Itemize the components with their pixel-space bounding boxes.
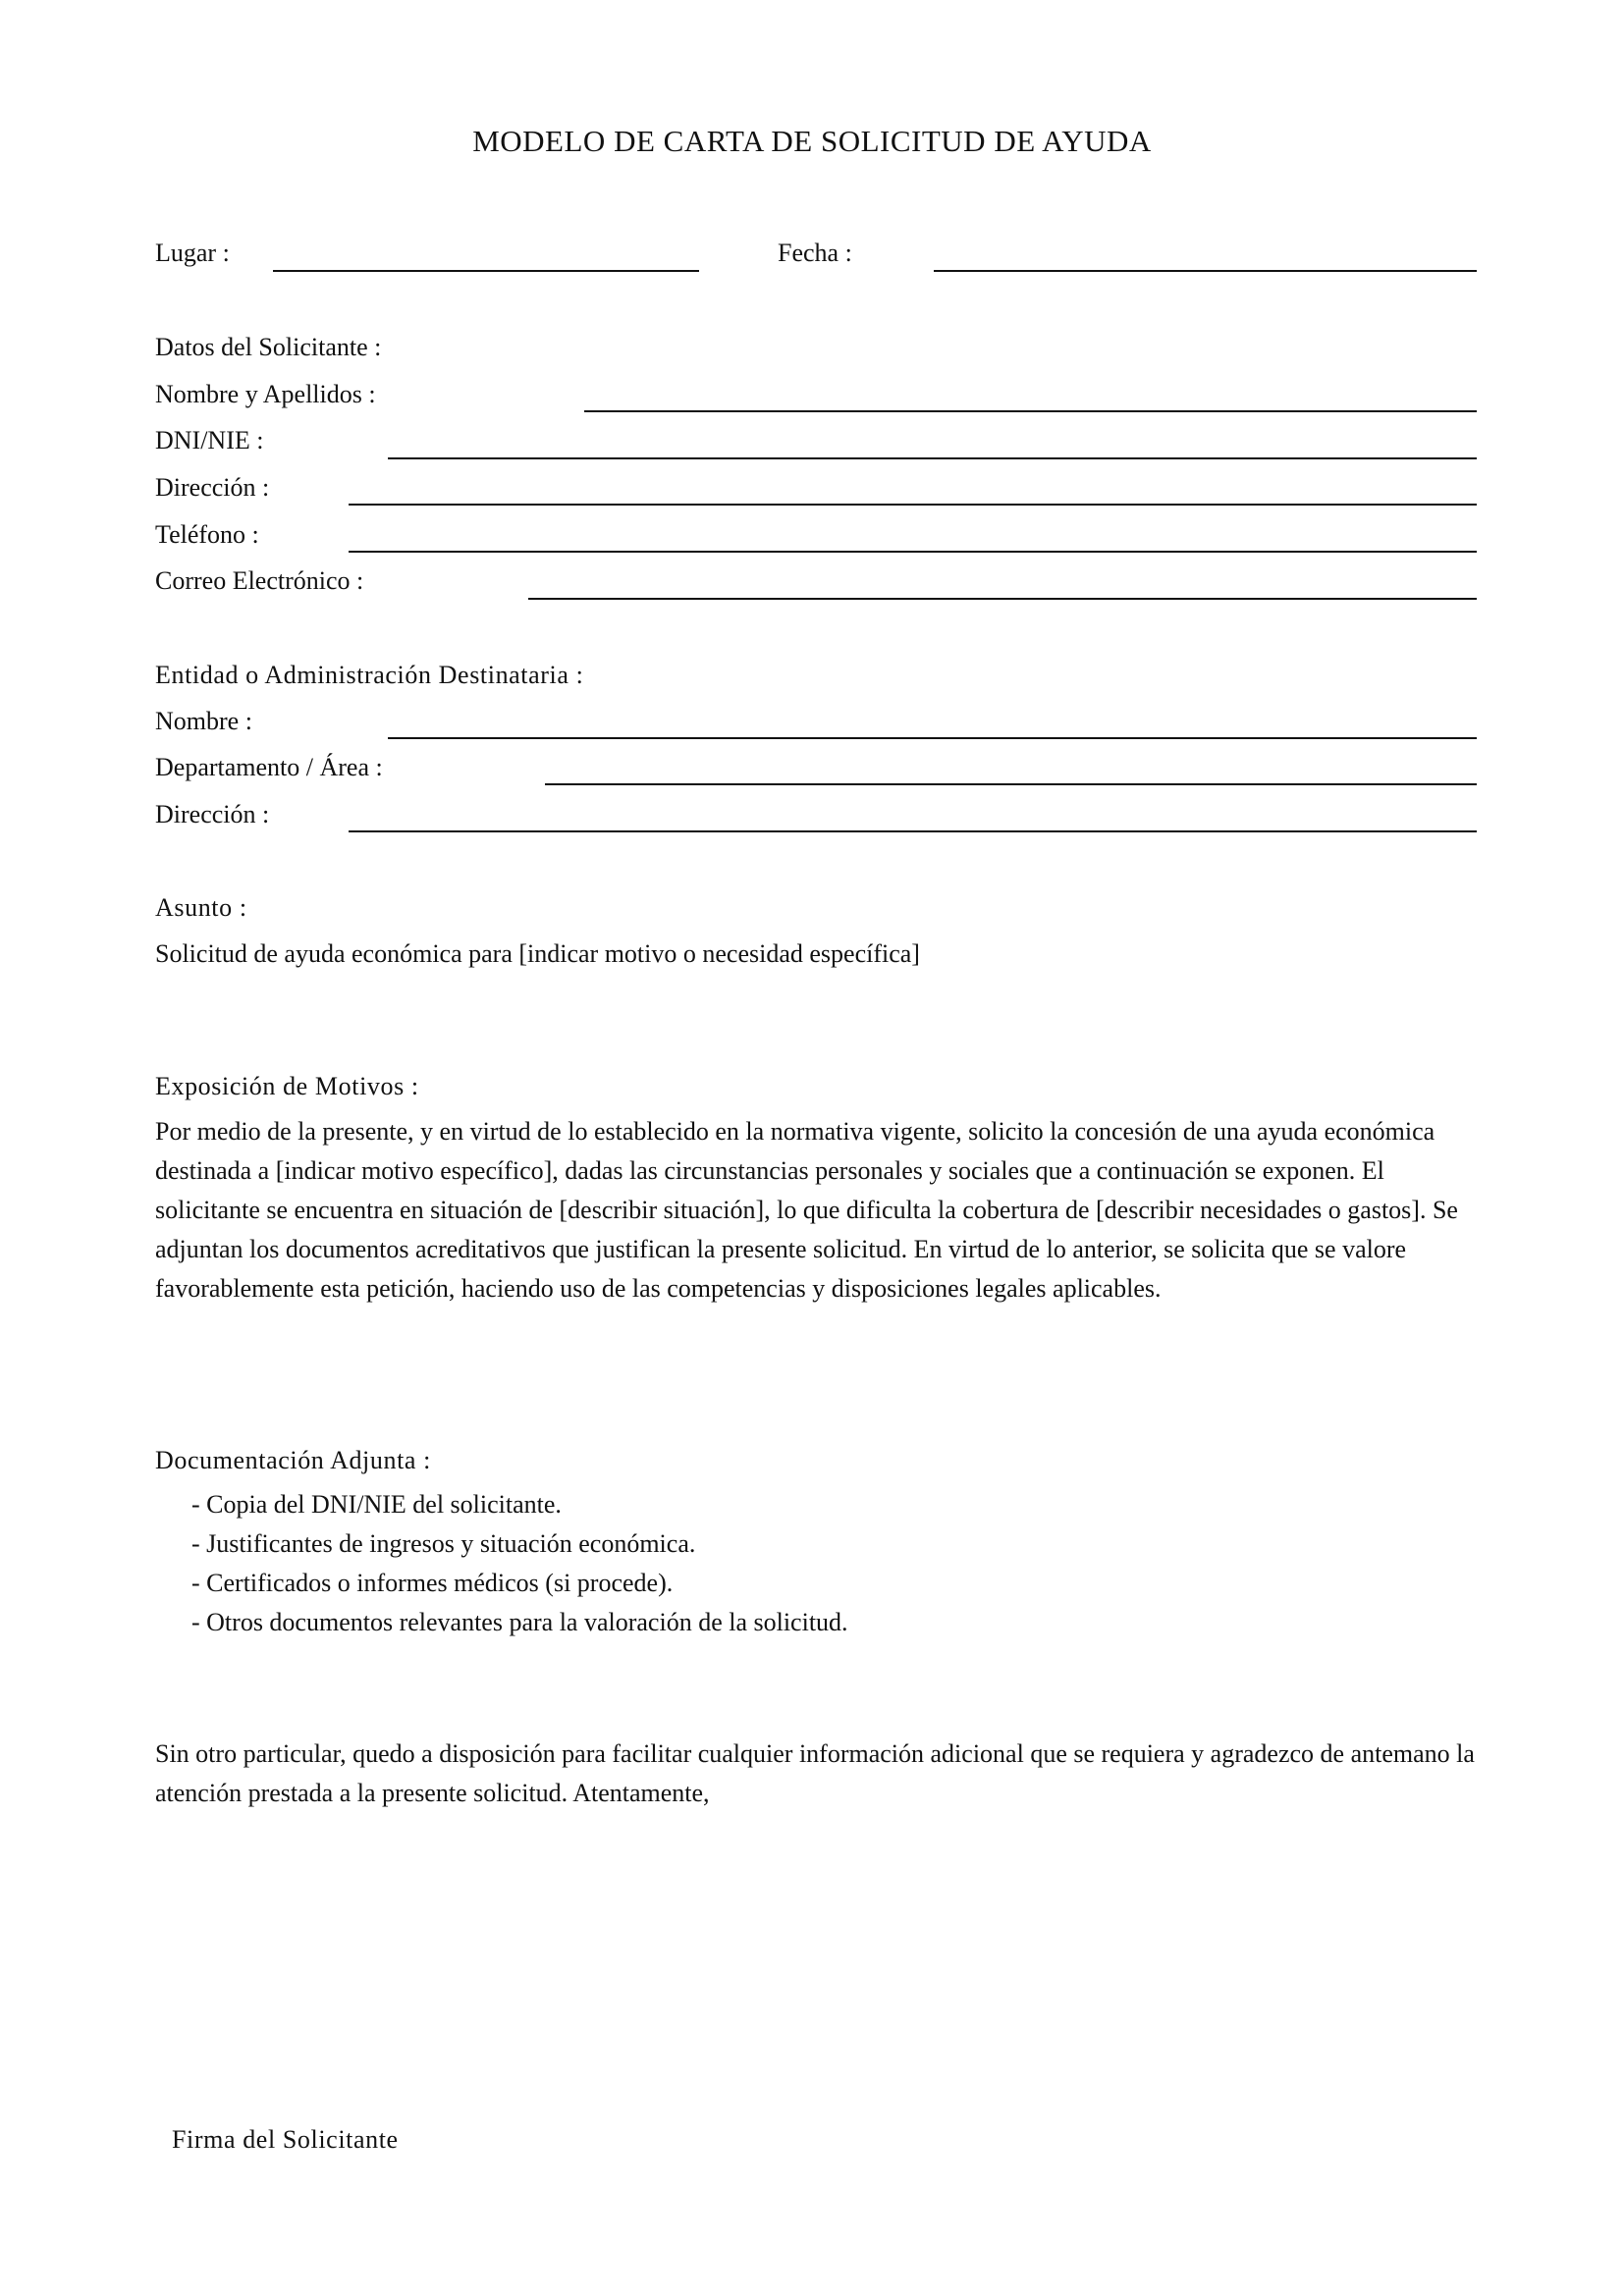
telefono-label: Teléfono : [155, 520, 259, 549]
nombre-apellidos-field-line[interactable] [584, 410, 1477, 412]
entidad-nombre-field-line[interactable] [388, 737, 1477, 739]
list-item: - Otros documentos relevantes para la valoración de la solicitud. [191, 1608, 848, 1636]
fecha-field-line[interactable] [934, 270, 1477, 272]
entidad-nombre-label: Nombre : [155, 707, 252, 735]
entidad-direccion-field-line[interactable] [349, 830, 1477, 832]
dni-nie-label: DNI/NIE : [155, 426, 264, 454]
lugar-label: Lugar : [155, 239, 230, 267]
exposicion-paragraph: Por medio de la presente, y en virtud de lo establecido en la normativa vigente, solicito la concesión de una ayuda económica destinada a [indicar motivo específico], dadas las circunstancias personales y sociales que a continuación se exponen. El solicitante se encuentra en situación de [describir situación], lo que dificulta la cobertura de [describir necesidades o gastos]. Se adjuntan los documentos acreditativos que justifican la presente solicitud. En virtud de lo anterior, se solicita que se valore favorablemente esta petición, haciendo uso de las competencias y disposiciones legales aplicables. [155, 1117, 1458, 1303]
list-item: - Copia del DNI/NIE del solicitante. [191, 1490, 562, 1519]
entidad-direccion-label: Dirección : [155, 800, 270, 828]
correo-label: Correo Electrónico : [155, 566, 364, 595]
exposicion-heading: Exposición de Motivos : [155, 1072, 419, 1100]
asunto-heading: Asunto : [155, 893, 247, 922]
dni-nie-field-line[interactable] [388, 457, 1477, 459]
firma-label: Firma del Solicitante [172, 2125, 399, 2154]
departamento-label: Departamento / Área : [155, 753, 383, 781]
lugar-field-line[interactable] [273, 270, 699, 272]
correo-field-line[interactable] [528, 598, 1477, 600]
asunto-text: Solicitud de ayuda económica para [indicar motivo o necesidad específica] [155, 939, 920, 968]
list-item: - Certificados o informes médicos (si procede). [191, 1569, 674, 1597]
solicitante-direccion-label: Dirección : [155, 473, 270, 502]
entidad-heading: Entidad o Administración Destinataria : [155, 661, 584, 689]
nombre-apellidos-label: Nombre y Apellidos : [155, 380, 376, 408]
documentacion-heading: Documentación Adjunta : [155, 1446, 431, 1474]
list-item: - Justificantes de ingresos y situación económica. [191, 1529, 696, 1558]
document-title: MODELO DE CARTA DE SOLICITUD DE AYUDA [472, 124, 1152, 158]
solicitante-direccion-field-line[interactable] [349, 504, 1477, 506]
fecha-label: Fecha : [778, 239, 852, 267]
departamento-field-line[interactable] [545, 783, 1477, 785]
solicitante-heading: Datos del Solicitante : [155, 333, 382, 361]
documentacion-list [191, 1485, 848, 1642]
cierre-paragraph: Sin otro particular, quedo a disposición para facilitar cualquier información adicional que se requiera y agradezco de antemano la atención prestada a la presente solicitud. Atentamente, [155, 1739, 1475, 1807]
telefono-field-line[interactable] [349, 551, 1477, 553]
